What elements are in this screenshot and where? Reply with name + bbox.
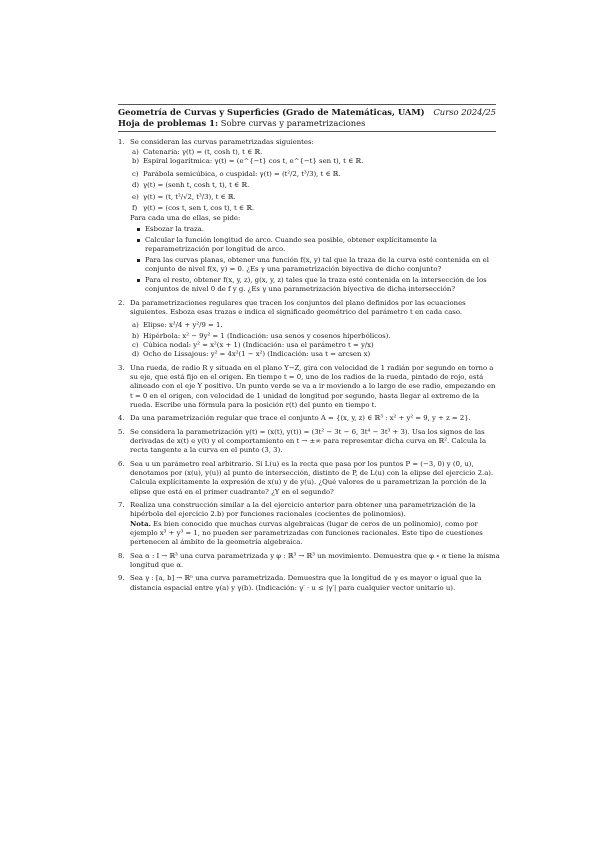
list-item: a) Elipse: x²/4 + y²/9 = 1. bbox=[132, 320, 223, 329]
problem-statement: Una rueda, de radio R y situada en el plano Y−Z, gira con velocidad de 1 radián por segundo en torno a su eje, que está fijo en el origen. En tiempo t = 0, uno de los radios de la rueda, pintado de rojo, está alineado con el eje Y positivo. Un punto verde se va a ir moviendo a lo largo de ese radio, empezando en t = 0 en el origen, con velocidad de 1 unidad de longitud por segundo, hasta llegar al extremo de la rueda. Escribe una fórmula para la posición r(t) del punto en tiempo t. bbox=[130, 363, 496, 409]
list-item: d) Ocho de Lissajous: y² = 4x²(1 − x²) (Indicación: usa t = arcsen x) bbox=[132, 350, 371, 359]
list-item: e) γ(t) = (t, t²/√2, t³/3), t ∈ ℝ. bbox=[132, 192, 236, 201]
list-item: c) Parábola semicúbica, o cuspidal: γ(t) = (t²/2, t³/3), t ∈ ℝ. bbox=[132, 169, 341, 178]
problem-statement: Realiza una construcción similar a la del ejercicio anterior para obtener una parametrización de la hipérbola del ejercicio 2.b) por funciones racionales (cocientes de polinomios). bbox=[130, 501, 476, 519]
problem-number: 1. bbox=[118, 138, 125, 146]
problem-7 bbox=[118, 501, 500, 547]
task-intro: Para cada una de ellas, se pide: bbox=[130, 214, 241, 223]
problem-statement: Sea α : I → ℝ³ una curva parametrizada y φ : ℝ³ → ℝ³ un movimiento. Demuestra que φ ∘ α tiene la misma longitud que α. bbox=[130, 551, 500, 569]
problem-number: 7. bbox=[118, 501, 125, 510]
problem-statement: Se considera la parametrización γ(t) = (x(t), y(t)) = (3t² − 3t − 6, 3t⁴ − 3t³ + 3). Usa los signos de las derivadas de x(t) e y(t) y el comportamiento en t → ±∞ para representar dicha curva en ℝ². Calcula la recta tangente a la curva en el punto (3, 3). bbox=[130, 427, 487, 455]
list-item: c) Cúbica nodal: y² = x²(x + 1) (Indicación: usa el parámetro t = y/x) bbox=[132, 341, 374, 350]
problem-number: 3. bbox=[118, 363, 125, 372]
problem-8 bbox=[118, 552, 500, 570]
sheet-subtitle bbox=[118, 118, 496, 129]
list-item: f) γ(t) = (cos t, sen t, cos t), t ∈ ℝ. bbox=[132, 203, 255, 212]
problem-4 bbox=[118, 414, 500, 423]
problem-statement: Sea u un parámetro real arbitrario. Si L(u) es la recta que pasa por los puntos P = (−3, 0) y (0, u), denotamos por (x(u), y(u)) al punto de intersección, distinto de P, de L(u) con la elipse del ejercicio 2.a). Calcula explícitamente la expresión de x(u) y de y(u). ¿Qué valores de u parametrizan la porción de la elipse que está en el primer cuadrante? ¿Y en el segundo? bbox=[130, 459, 494, 496]
bullet-item: Calcular la función longitud de arco. Cuando sea posible, obtener explícitamente la reparametrización por longitud de arco. bbox=[136, 236, 500, 254]
equation-list bbox=[130, 318, 500, 360]
problem-number: 8. bbox=[118, 551, 125, 560]
problem-list bbox=[118, 138, 500, 597]
sheet-label: Hoja de problemas 1: bbox=[118, 118, 219, 128]
problem-5 bbox=[118, 428, 500, 456]
problem-number: 9. bbox=[118, 574, 125, 583]
problem-9 bbox=[118, 574, 500, 592]
problem-number: 5. bbox=[118, 427, 125, 436]
list-item: b) Hipérbola: x² − 9y² = 1 (Indicación: usa senos y cosenos hiperbólicos). bbox=[132, 331, 391, 340]
problem-note bbox=[130, 520, 500, 548]
task-bullets bbox=[130, 225, 500, 294]
problem-statement: Se consideran las curvas parametrizadas siguientes: bbox=[130, 138, 314, 146]
problem-statement: Da una parametrización regular que trace el conjunto A = {(x, y, z) ∈ ℝ³ : x² + y² = 9, y + z = 2}. bbox=[130, 414, 471, 423]
document-header bbox=[118, 107, 496, 129]
sheet-topic: Sobre curvas y parametrizaciones bbox=[220, 118, 366, 128]
bullet-item: Para el resto, obtener f(x, y, z), g(x, y, z) tales que la traza esté contenida en la intersección de los conjuntos de nivel 0 de f y g. ¿Es γ una parametrización biyectiva de dicha intersección? bbox=[136, 276, 500, 294]
header-row bbox=[118, 107, 496, 118]
problem-statement: Da parametrizaciones regulares que tracen los conjuntos del plano definidos por las ecuaciones siguientes. Esboza esas trazas e indica el significado geométrico del parámetro t en cada caso. bbox=[130, 298, 466, 316]
problem-2 bbox=[118, 299, 500, 360]
list-item: d) γ(t) = (senh t, cosh t, t), t ∈ ℝ. bbox=[132, 180, 250, 189]
problem-number: 2. bbox=[118, 298, 125, 307]
problem-3 bbox=[118, 364, 500, 410]
list-item: b) Espiral logarítmica: γ(t) = (e^{−t} cos t, e^{−t} sen t), t ∈ ℝ. bbox=[132, 157, 364, 166]
note-heading: Nota. bbox=[130, 519, 151, 528]
bullet-item: Para las curvas planas, obtener una función f(x, y) tal que la traza de la curva esté contenida en el conjunto de nivel f(x, y) = 0. ¿Es γ una parametrización biyectiva de dicho conjunto? bbox=[136, 256, 500, 274]
problem-statement: Sea γ : [a, b] → ℝⁿ una curva parametrizada. Demuestra que la longitud de γ es mayor o igual que la distancia espacial entre γ(a) y γ(b). (Indicación: γ′ · u ≤ |γ′| para cualquier vector unitario u). bbox=[130, 574, 482, 592]
note-text: Es bien conocido que muchas curvas algebraicas (lugar de ceros de un polinomio), como por ejemplo x³ + y³ = 1, no pueden ser parametrizadas con funciones racionales. Este tipo de cuestiones pertenecen al ámbito de la geometría algebraica. bbox=[130, 519, 483, 546]
document-title: Geometría de Curvas y Superficies (Grado de Matemáticas, UAM) bbox=[118, 107, 425, 117]
curve-list bbox=[130, 148, 500, 213]
bullet-item: Esbozar la traza. bbox=[136, 225, 500, 234]
list-item: a) Catenaria: γ(t) = (t, cosh t), t ∈ ℝ. bbox=[132, 148, 263, 157]
problem-1 bbox=[118, 138, 500, 294]
problem-6 bbox=[118, 460, 500, 497]
top-rule bbox=[118, 104, 496, 105]
header-bottom-rule bbox=[118, 131, 496, 132]
problem-number: 6. bbox=[118, 459, 125, 468]
course-label: Curso 2024/25 bbox=[433, 107, 496, 117]
problem-number: 4. bbox=[118, 414, 125, 423]
